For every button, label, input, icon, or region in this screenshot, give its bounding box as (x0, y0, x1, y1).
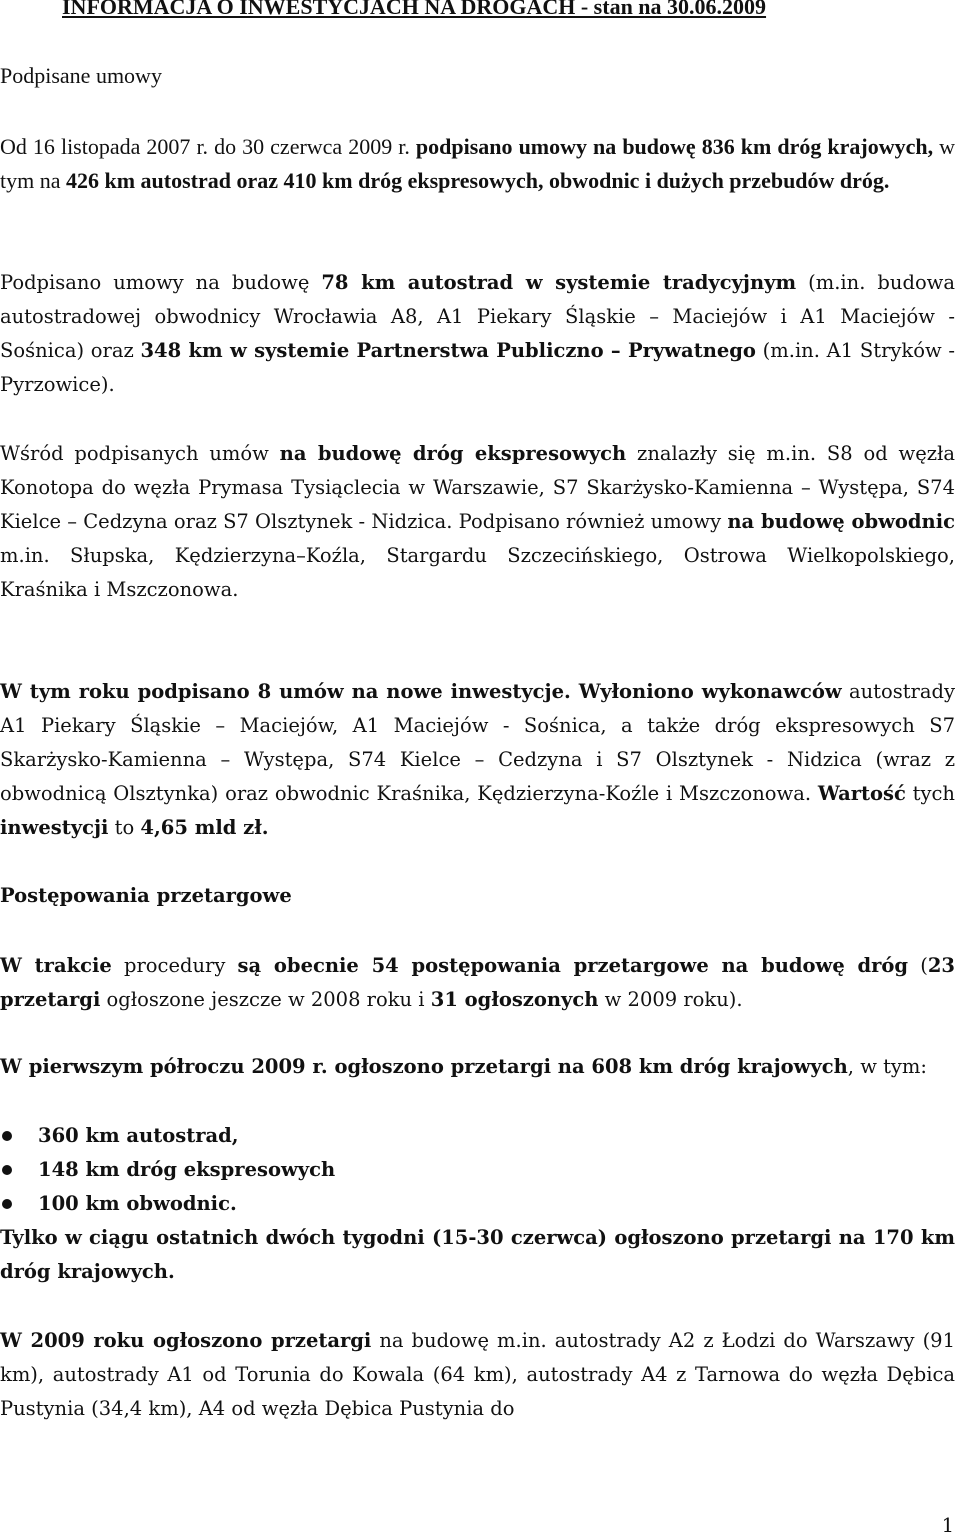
text-run-bold: Postępowania przetargowe (0, 884, 292, 907)
list-item (0, 1187, 335, 1221)
text-run: Podpisano umowy na budowę (0, 271, 322, 294)
bullet-list (0, 1119, 335, 1221)
text-run: autostrady A1 Piekary Śląskie – Maciejów, A1 Maciejów - Sośnica, a także dróg ekspresowych S7 Skarżysko-Kamienna – Występa, S74 Kielce – Cedzyna i S7 Olsztynek - Nidzica (wraz z obwodnicą Olsztynka) oraz obwodnic Kraśnika, Kędzierzyna-Koźle i Mszczonowa. (0, 680, 955, 805)
page-number: 1 (941, 1514, 954, 1537)
text-run-bold: 4,65 mld zł. (140, 816, 269, 839)
text-run: w tym na (0, 134, 956, 193)
text-run: m.in. Słupska, Kędzierzyna–Koźla, Stargardu Szczecińskiego, Ostrowa Wielkopolskiego, Kraśnika i Mszczonowa. (0, 544, 955, 601)
text-run: Od 16 listopada 2007 r. do 30 czerwca 2009 r. (0, 134, 416, 159)
bullet-icon (2, 1131, 12, 1141)
text-run-bold: są obecnie 54 postępowania przetargowe na budowę dróg (237, 954, 909, 977)
text-run-bold: na budowę dróg ekspresowych (279, 442, 627, 465)
paragraph-2009-tenders (0, 1324, 955, 1426)
paragraph-contracts-summary (0, 130, 955, 198)
text-run: , w tym: (847, 1055, 927, 1078)
text-run-bold: W 2009 roku ogłoszono przetargi (0, 1329, 372, 1352)
text-run: procedury (111, 954, 238, 977)
list-item-text: 360 km autostrad, (38, 1124, 239, 1147)
text-run: to (108, 816, 141, 839)
section-heading-tenders (0, 879, 955, 913)
list-item (0, 1153, 335, 1187)
paragraph-tenders-ongoing (0, 949, 955, 1017)
text-run-bold: 78 km autostrad w systemie tradycyjnym (321, 271, 797, 294)
text-run-bold: inwestycji (0, 816, 109, 839)
list-item-text: 148 km dróg ekspresowych (38, 1158, 336, 1181)
paragraph-this-year (0, 675, 955, 845)
list-item (0, 1119, 335, 1153)
text-run: tych (905, 782, 955, 805)
text-run: ogłoszone jeszcze w 2008 roku i (100, 988, 431, 1011)
paragraph-first-half (0, 1050, 955, 1084)
text-run: na budowę m.in. autostrady A2 z Łodzi do Warszawy (91 km), autostrady A1 od Torunia do Kowala (64 km), autostrady A4 z Tarnowa do węzła Dębica Pustynia (34,4 km), A4 od węzła Dębica Pustynia do (0, 1329, 955, 1420)
paragraph-expressways (0, 437, 955, 607)
text-run-bold: podpisano umowy na budowę 836 km dróg krajowych, (415, 134, 934, 159)
text-run-bold: 31 ogłoszonych (430, 988, 599, 1011)
text-run-bold: W pierwszym półroczu 2009 r. ogłoszono przetargi na 608 km dróg krajowych (0, 1055, 848, 1078)
document-title: INFORMACJA O INWESTYCJACH NA DROGACH - stan na 30.06.2009 (62, 0, 767, 19)
text-run: w 2009 roku). (598, 988, 743, 1011)
bullet-icon (2, 1199, 12, 1209)
paragraph-motorways (0, 266, 955, 402)
text-run: znalazły się m.in. S8 od węzła Konotopa do węzła Prymasa Tysiąclecia w Warszawie, S7 Skarżysko-Kamienna – Występa, S74 Kielce – Cedzyna oraz S7 Olsztynek - Nidzica. Podpisano również umowy (0, 442, 955, 533)
paragraph-last-two-weeks (0, 1221, 955, 1289)
text-run-bold: 23 przetargi (0, 954, 955, 1011)
text-run: ( (908, 954, 928, 977)
text-run-bold: W trakcie (0, 954, 112, 977)
text-run-bold: na budowę obwodnic (727, 510, 955, 533)
text-run: Wśród podpisanych umów (0, 442, 280, 465)
bullet-icon (2, 1165, 12, 1175)
text-run-bold: Wartość (817, 782, 906, 805)
text-run: (m.in. A1 Stryków - Pyrzowice). (0, 339, 955, 396)
text-run: (m.in. budowa autostradowej obwodnicy Wrocławia A8, A1 Piekary Śląskie – Maciejów i A1 Maciejów - Sośnica) oraz (0, 271, 955, 362)
text-run-bold: 348 km w systemie Partnerstwa Publiczno – Prywatnego (140, 339, 756, 362)
text-run-bold: Tylko w ciągu ostatnich dwóch tygodni (15-30 czerwca) ogłoszono przetargi na 170 km dróg krajowych. (0, 1226, 955, 1283)
section-heading-signed-contracts: Podpisane umowy (0, 63, 162, 88)
text-run-bold: 426 km autostrad oraz 410 km dróg ekspresowych, obwodnic i dużych przebudów dróg. (66, 168, 890, 193)
text-run-bold: W tym roku podpisano 8 umów na nowe inwestycje. Wyłoniono wykonawców (0, 680, 842, 703)
list-item-text: 100 km obwodnic. (38, 1192, 237, 1215)
